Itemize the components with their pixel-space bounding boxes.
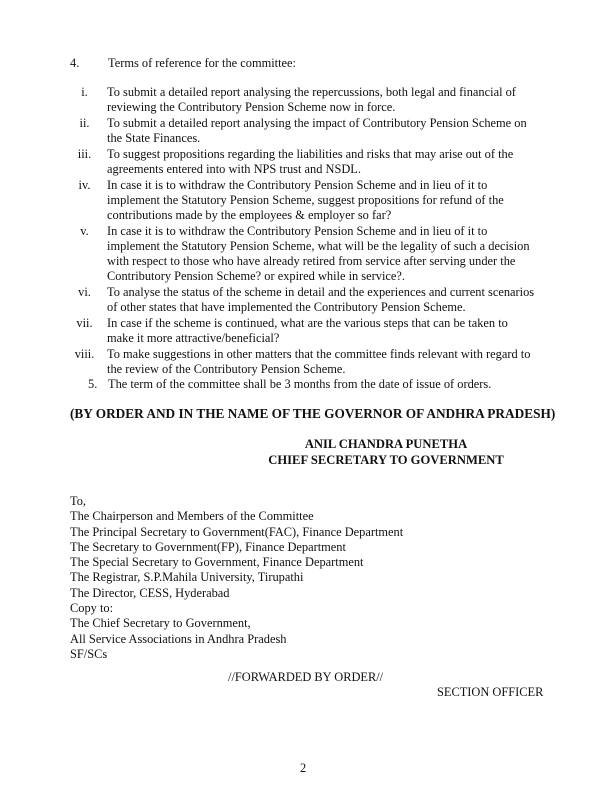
item-line: implement the Statutory Pension Scheme, what will be the legality of such a decision [107, 239, 530, 253]
item-numeral: ii. [79, 116, 90, 130]
recipient: The Director, CESS, Hyderabad [70, 585, 230, 600]
copy-recipient: SF/SCs [70, 646, 108, 661]
section-number: 4. [70, 56, 80, 70]
section-officer: SECTION OFFICER [437, 685, 544, 699]
item-line: In case if the scheme is continued, what are the various steps that can be taken to [107, 316, 508, 330]
recipient: The Chairperson and Members of the Committee [70, 509, 314, 524]
item-line: agreements entered into with NPS trust and NSDL. [107, 162, 361, 176]
item-line: To submit a detailed report analysing the impact of Contributory Pension Scheme on [107, 116, 527, 130]
item-line: implement the Statutory Pension Scheme, suggest propositions for refund of the [107, 193, 504, 207]
copy-recipient: The Chief Secretary to Government, [70, 616, 251, 631]
recipient: The Registrar, S.P.Mahila University, Tirupathi [70, 570, 304, 585]
item-numeral: viii. [74, 347, 95, 361]
list-item [62, 178, 550, 223]
list-item [62, 147, 550, 177]
item-text [107, 347, 550, 377]
item-line: the review of the Contributory Pension Scheme. [107, 362, 346, 376]
item-line: In case it is to withdraw the Contributory Pension Scheme and in lieu of it to [107, 178, 488, 192]
list-item [62, 85, 550, 115]
list-item [62, 316, 550, 346]
item-line: In case it is to withdraw the Contributory Pension Scheme and in lieu of it to [107, 224, 488, 238]
signer-designation: CHIEF SECRETARY TO GOVERNMENT [268, 453, 504, 467]
item-numeral: v. [80, 224, 89, 238]
list-item [62, 116, 550, 146]
item-line: Contributory Pension Scheme? or expired while in service?. [107, 269, 405, 283]
recipients-block [70, 494, 403, 662]
item-line: with respect to those who have already retired from service after serving under the [107, 254, 516, 268]
copy-recipient: All Service Associations in Andhra Pradesh [70, 631, 287, 646]
section-4-heading [70, 56, 296, 71]
item-line: contributions made by the employees & employer so far? [107, 208, 392, 222]
item-numeral: vi. [78, 285, 91, 299]
item-text [107, 147, 550, 177]
list-item [62, 224, 550, 284]
order-line: (BY ORDER AND IN THE NAME OF THE GOVERNOR OF ANDHRA PRADESH) [70, 406, 556, 421]
list-item [62, 285, 550, 315]
item-text [107, 178, 550, 223]
item-numeral: vii. [76, 316, 93, 330]
item-line: make it more attractive/beneficial? [107, 331, 280, 345]
item-text [107, 224, 550, 284]
section-title: Terms of reference for the committee: [108, 56, 296, 70]
item-text [107, 316, 550, 346]
item-text [107, 285, 550, 315]
term-text: The term of the committee shall be 3 months from the date of issue of orders. [108, 377, 492, 391]
item-line: To submit a detailed report analysing the repercussions, both legal and financial of [107, 85, 516, 99]
signature-block [268, 436, 504, 468]
to-label: To, [70, 494, 86, 508]
section-number: 5. [88, 377, 98, 391]
copy-label: Copy to: [70, 601, 114, 616]
item-numeral: iv. [78, 178, 91, 192]
recipient: The Special Secretary to Government, Finance Department [70, 555, 364, 570]
item-numeral: iii. [77, 147, 92, 161]
item-line: the State Finances. [107, 131, 201, 145]
recipient: The Secretary to Government(FP), Finance Department [70, 539, 346, 554]
item-numeral: i. [81, 85, 88, 99]
item-line: To suggest propositions regarding the liabilities and risks that may arise out of the [107, 147, 514, 161]
item-line: reviewing the Contributory Pension Scheme now in force. [107, 100, 396, 114]
signer-name: ANIL CHANDRA PUNETHA [304, 437, 468, 451]
forwarded-by-order: //FORWARDED BY ORDER// [228, 670, 384, 684]
list-item [62, 347, 550, 377]
item-text [107, 85, 550, 115]
item-line: To make suggestions in other matters that the committee finds relevant with regard to [107, 347, 531, 361]
item-text [107, 116, 550, 146]
item-line: To analyse the status of the scheme in detail and the experiences and current scenarios [107, 285, 535, 299]
terms-of-reference-list [62, 85, 550, 378]
page-number: 2 [300, 761, 307, 775]
section-5-term [88, 377, 491, 392]
recipient: The Principal Secretary to Government(FAC), Finance Department [70, 524, 404, 539]
item-line: of other states that have implemented the Contributory Pension Scheme. [107, 300, 466, 314]
